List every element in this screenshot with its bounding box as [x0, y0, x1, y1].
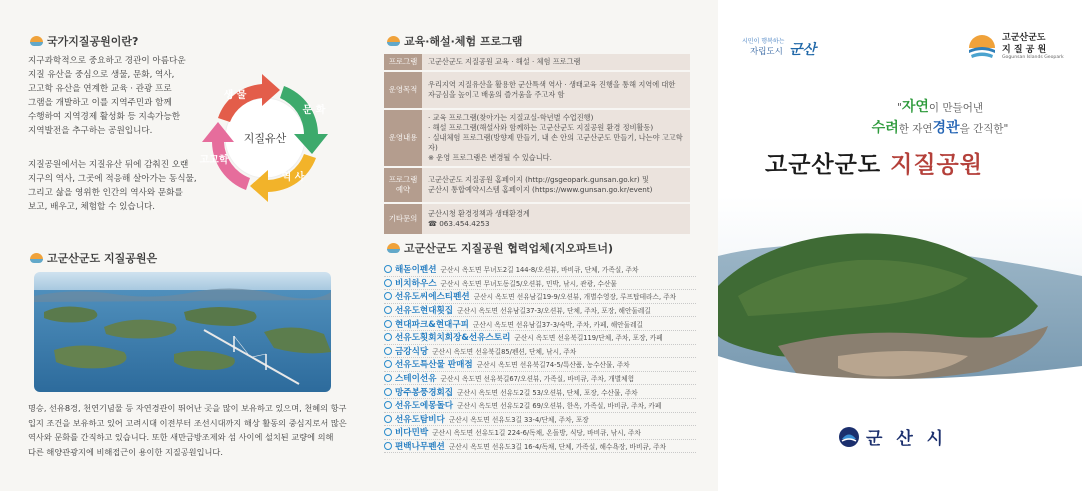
partner-name: 선유도에몽돌다	[395, 401, 454, 412]
program-line: 고군산군도 지질공원 홈페이지 (http://gsgeopark.gunsan.go.kr) 및	[428, 175, 649, 184]
section-title-programs	[387, 33, 522, 49]
partner-info: 군산시 옥도면 선유북길85/펜션, 단체, 낚시, 주차	[432, 347, 577, 356]
program-line: 군산시 통합예약시스템 홈페이지 (https://www.gunsan.go.kr/event)	[428, 185, 653, 194]
partner-name: 편백나무펜션	[395, 442, 445, 453]
program-row	[384, 72, 690, 108]
partner-info: 군산시 옥도면 선유도2길 69/오션뷰, 한옥, 가족실, 바비큐, 주차, 카페	[457, 402, 662, 411]
circle-bullet-icon	[384, 279, 392, 287]
desc-line: 지질공원에서는 지질유산 뒤에 감춰진 오랜	[28, 160, 189, 170]
section-bullet-icon	[30, 253, 43, 263]
partner-row	[384, 290, 696, 304]
logo-line1: 고군산군도	[1002, 33, 1046, 43]
gunsan-city-text: 군 산 시	[866, 429, 948, 449]
gunsan-city-logo	[838, 424, 947, 449]
partner-name: 선유도특산물 판매점	[395, 360, 473, 371]
partner-info: 군산시 옥도면 선유도2길 53/오션뷰, 단체, 포장, 수산물, 주차	[457, 388, 638, 397]
program-row-label: 기타문의	[384, 204, 422, 234]
intro-line: 지구과학적으로 중요하고 경관이 아름다운	[28, 56, 186, 66]
section-title-text: 국가지질공원이란?	[47, 35, 139, 48]
program-row	[384, 54, 690, 70]
geopark-logo	[966, 28, 1066, 68]
cycle-label-history: 역 사	[281, 172, 305, 183]
coastal-cliff-photo	[718, 196, 1082, 416]
partner-name: 비치하우스	[395, 278, 437, 289]
partner-info: 군산시 옥도면 선유남길37-3/숙박, 주차, 카페, 해안둘레길	[472, 320, 644, 329]
slogan-text: 이 만들어낸	[928, 102, 983, 114]
logo-brand-text: 군산	[789, 42, 817, 58]
slogan-text: 을 간직한"	[959, 123, 1009, 135]
aerial-bridge-photo	[34, 272, 331, 392]
program-row-value	[422, 168, 690, 202]
logo-mid-text: 자립도시	[750, 47, 783, 57]
circle-bullet-icon	[384, 401, 392, 409]
desc-line: 보고, 배우고, 체험할 수 있습니다.	[28, 202, 156, 212]
partner-row	[384, 345, 696, 359]
program-row-value	[422, 54, 690, 70]
cycle-center-label: 지질유산	[243, 132, 287, 145]
desc-line: 명승, 선유8경, 천연기념물 등 자연경관이 뛰어난 곳을 많이 보유하고 있으며, 천혜의 항구	[28, 403, 347, 413]
section-title-text: 고군산군도 지질공원 협력업체(지오파트너)	[404, 242, 613, 255]
section-title-geopark-definition	[30, 33, 138, 49]
intro-line: 지역발전을 추구하는 공원입니다.	[28, 126, 153, 136]
partner-row	[384, 317, 696, 331]
partner-info: 군산시 옥도면 무녀도2길 144-8/오션뷰, 바비큐, 단체, 가족실, 주차	[440, 266, 639, 275]
geopark-emblem-icon	[966, 30, 998, 62]
section-bullet-icon	[387, 243, 400, 253]
program-row-label: 프로그램	[384, 54, 422, 70]
section-title-text: 고군산군도 지질공원은	[47, 252, 158, 265]
program-line: · 교육 프로그램(찾아가는 지질교실-학년별 수업진행)	[428, 113, 594, 122]
circle-bullet-icon	[384, 428, 392, 436]
slogan-highlight: 자연	[901, 99, 929, 115]
program-line: · 해설 프로그램(해설사와 함께하는 고군산군도 지질공원 환경 정비활동)	[428, 123, 654, 132]
desc-line: 입지 조건을 보유하고 있어 고려시대 이전부터 조선시대까지 해상 활동의 중심지로서 많은	[28, 417, 347, 428]
program-row-label: 운영목적	[384, 72, 422, 108]
program-line: · 실내체험 프로그램(방향제 만들기, 내 손 안의 고군산군도 만들기, 나는야 고고학자)	[428, 133, 683, 152]
logo-english-text: Gogunsan Islands Geopark	[1002, 55, 1064, 60]
partner-row	[384, 263, 696, 277]
section-title-text: 교육·해설·체험 프로그램	[404, 35, 523, 48]
logo-small-text: 시민이 행복하는	[742, 38, 785, 45]
partner-name: 망주봉풍경회집	[395, 387, 454, 398]
program-line: ☎ 063.454.4253	[428, 219, 490, 228]
desc-line: 지구의 역사, 그곳에 적응해 살아가는 동식물,	[28, 174, 197, 184]
section-bullet-icon	[387, 36, 400, 46]
program-line: ※ 운영 프로그램은 변경될 수 있습니다.	[428, 153, 552, 162]
heritage-cycle-diagram	[190, 68, 340, 208]
partner-row	[384, 440, 696, 454]
partner-name: 비다민박	[395, 428, 429, 439]
cover-title	[765, 146, 1055, 179]
partner-info: 군산시 옥도면 선유북길74-5/특산품, 농수산물, 주차	[476, 361, 630, 370]
partner-info: 군산시 옥도면 무녀도동길5/오션뷰, 민박, 낚시, 관광, 수산물	[440, 279, 617, 288]
partner-name: 선유도씨에스티펜션	[395, 292, 470, 303]
program-row-value	[422, 110, 690, 166]
program-line: 자긍심을 높이고 배움의 즐거움을 주고자 함	[428, 90, 565, 99]
circle-bullet-icon	[384, 265, 392, 273]
geopark-description-paragraph	[28, 401, 358, 459]
circle-bullet-icon	[384, 306, 392, 314]
partner-name: 스테이선유	[395, 374, 437, 385]
circle-bullet-icon	[384, 320, 392, 328]
partner-name: 금강식당	[395, 346, 429, 357]
desc-line: 그리고 삶을 영위한 인간의 역사와 문화를	[28, 188, 183, 198]
intro-line: 지질 유산을 중심으로 생물, 문화, 역사,	[28, 70, 175, 80]
intro-paragraph	[28, 54, 198, 138]
partner-row	[384, 358, 696, 372]
circle-bullet-icon	[384, 442, 392, 450]
circle-bullet-icon	[384, 347, 392, 355]
section-title-partners	[387, 240, 613, 256]
desc-line: 다른 해양관광지에 비해접근이 용이한 지질공원입니다.	[28, 446, 223, 457]
program-row	[384, 204, 690, 234]
partner-row	[384, 277, 696, 291]
cover-title-part2: 지질공원	[890, 152, 983, 178]
description-paragraph	[28, 158, 198, 214]
cover-title-part1: 고군산군도	[765, 152, 891, 178]
partner-row	[384, 413, 696, 427]
partner-info: 군산시 옥도면 선유북길67/오션뷰, 가족실, 바비큐, 주차, 개별체험	[440, 375, 635, 384]
cycle-label-archaeology: 고고학	[199, 155, 229, 166]
slogan-highlight: 경관	[932, 120, 960, 136]
program-row	[384, 168, 690, 202]
partner-info: 군산시 옥도면 선유남길37-3/오션뷰, 단체, 주차, 포장, 해안둘레길	[457, 307, 651, 316]
partner-row	[384, 304, 696, 318]
logo-line2: 지 질 공 원	[1002, 45, 1047, 55]
circle-bullet-icon	[384, 374, 392, 382]
gunsan-city-slogan-logo	[742, 36, 832, 60]
cover-slogan	[840, 96, 1040, 137]
program-row-label: 운영내용	[384, 110, 422, 166]
partner-row	[384, 426, 696, 440]
program-row-label: 프로그램 예약	[384, 168, 422, 202]
partner-name: 해돋이펜션	[395, 265, 437, 276]
intro-line: 고고학 유산을 연계한 교육 · 관광 프로	[28, 84, 172, 94]
slogan-line1	[840, 96, 1040, 116]
program-row	[384, 110, 690, 166]
partner-info: 군산시 옥도면 선유도3길 16-4/독채, 단체, 가족실, 해수욕장, 바비큐, 주차	[448, 443, 667, 452]
intro-line: 수행하여 지역경제 활성화 등 지속가능한	[28, 112, 181, 122]
program-line: 고군산군도 지질공원 교육 · 해설 · 체험 프로그램	[428, 57, 581, 66]
slogan-line2	[840, 117, 1040, 137]
program-table	[384, 52, 690, 236]
circle-bullet-icon	[384, 415, 392, 423]
partner-row	[384, 372, 696, 386]
section-bullet-icon	[30, 36, 43, 46]
partner-info: 군산시 옥도면 선유도1길 224-6/독채, 온돌방, 식당, 바비큐, 낚시, 주차	[432, 429, 641, 438]
partner-row	[384, 385, 696, 399]
partner-row	[384, 331, 696, 345]
partner-name: 현대파크&현대구피	[395, 319, 469, 330]
partner-name: 선유도탐비다	[395, 414, 445, 425]
circle-bullet-icon	[384, 360, 392, 368]
program-line: 우리지역 지질유산을 활용한 군산특색 역사 · 생태교육 진행을 통해 지역에 대한	[428, 80, 676, 89]
cycle-label-biology: 생 물	[223, 90, 247, 101]
partner-info: 군산시 옥도면 선유남길19-9/오션뷰, 개별수영장, 루프탑테라스, 주차	[473, 293, 677, 302]
cycle-label-culture: 문 화	[302, 105, 326, 116]
slogan-text: 한 자연	[898, 123, 933, 135]
partner-name: 선유도횟회치회장&선유스토리	[395, 333, 511, 344]
partner-info: 군산시 옥도면 선유도3길 33-4/단체, 주차, 포장	[448, 415, 589, 424]
partner-info: 군산시 옥도면 선유북길119/단체, 주차, 포장, 카페	[514, 334, 663, 343]
intro-line: 그램을 개발하고 이를 지역주민과 함께	[28, 98, 172, 108]
program-row-value	[422, 204, 690, 234]
slogan-highlight: 수려	[871, 120, 899, 136]
gunsan-emblem-icon	[838, 426, 860, 448]
program-line: 군산시청 환경정책과 생태환경계	[428, 209, 530, 218]
partner-row	[384, 399, 696, 413]
slogan-quote: "	[897, 102, 902, 114]
section-title-gogunsan-geopark	[30, 250, 157, 266]
partner-list	[384, 263, 696, 453]
circle-bullet-icon	[384, 388, 392, 396]
program-row-value	[422, 72, 690, 108]
circle-bullet-icon	[384, 333, 392, 341]
desc-line: 역사와 문화를 간직하고 있습니다. 또한 새만금방조제와 섬 사이에 설치된 교량에 의해	[28, 432, 334, 442]
circle-bullet-icon	[384, 292, 392, 300]
partner-name: 선유도현대횟집	[395, 306, 454, 317]
